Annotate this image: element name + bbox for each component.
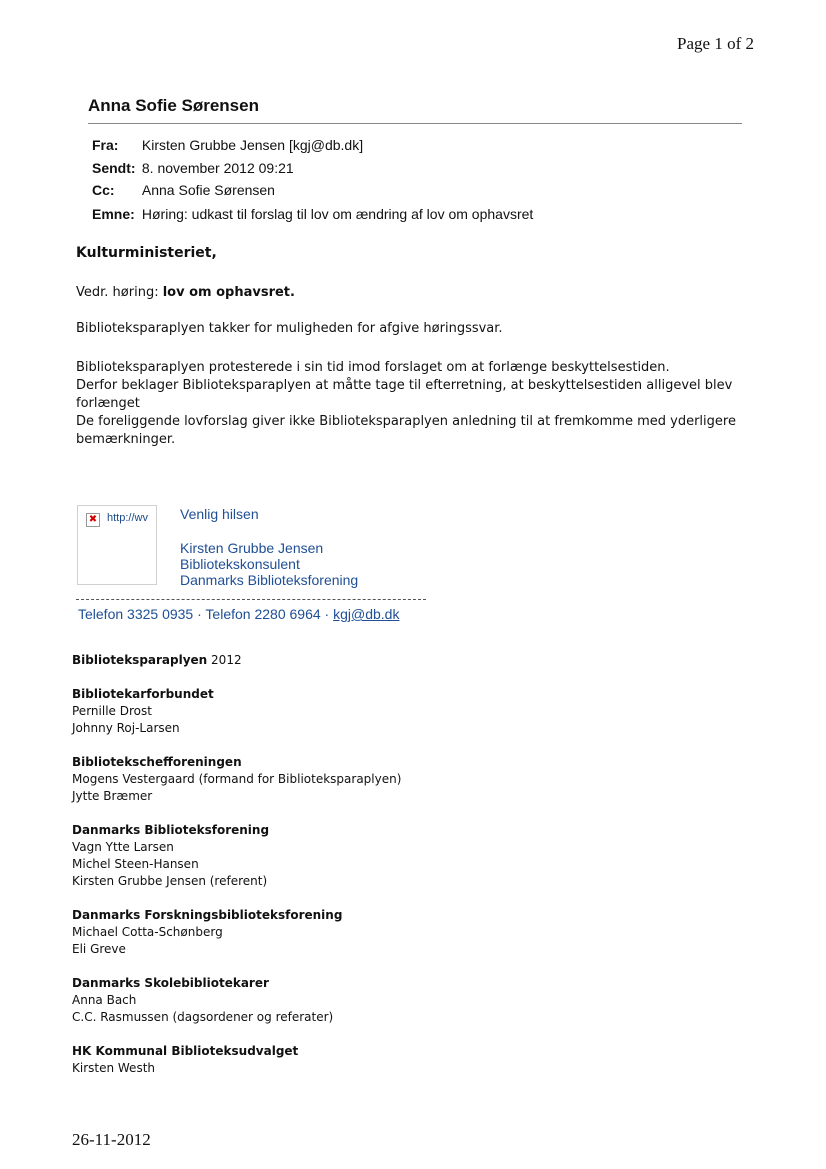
member-group: [72, 1043, 401, 1077]
reference-prefix: Vedr. høring:: [76, 285, 163, 300]
member-list: [72, 652, 401, 1077]
member-person: Jytte Bræmer: [72, 789, 153, 803]
separator: ·: [193, 606, 206, 622]
member-person: Vagn Ytte Larsen: [72, 840, 174, 854]
member-person: Pernille Drost: [72, 704, 152, 718]
sent-value: 8. november 2012 09:21: [141, 160, 294, 176]
cc-value: Anna Sofie Sørensen: [141, 182, 275, 198]
member-person: Eli Greve: [72, 942, 126, 956]
member-group-name: Danmarks Skolebibliotekarer: [72, 976, 269, 990]
letter-greeting: Kulturministeriet,: [76, 245, 217, 261]
signature-org: Danmarks Biblioteksforening: [180, 572, 359, 588]
signature-name: Kirsten Grubbe Jensen: [180, 540, 324, 556]
header-divider: [88, 123, 742, 124]
signature-divider: [76, 599, 426, 600]
signature-contact: [78, 606, 399, 622]
member-person: Michel Steen-Hansen: [72, 857, 199, 871]
member-person: Mogens Vestergaard (formand for Biblioteksparaplyen): [72, 772, 402, 786]
broken-image-icon: ✖: [86, 513, 100, 527]
member-list-title-bold: Biblioteksparaplyen: [72, 653, 208, 667]
letter-line: De foreliggende lovforslag giver ikke Biblioteksparaplyen anledning til at fremkomme med yderligere: [76, 414, 736, 429]
letter-line: forlænget: [76, 396, 140, 411]
member-list-title: [72, 652, 401, 669]
letter-line: Derfor beklager Biblioteksparaplyen at måtte tage til efterretning, at beskyttelsestiden alligevel blev: [76, 378, 733, 393]
member-group-name: Danmarks Biblioteksforening: [72, 823, 270, 837]
email-link[interactable]: kgj@db.dk: [333, 606, 400, 622]
signature-greeting: Venlig hilsen: [180, 506, 259, 522]
cc-label: Cc:: [92, 182, 115, 198]
member-list-year: 2012: [207, 653, 242, 667]
member-person: C.C. Rasmussen (dagsordener og referater): [72, 1010, 334, 1024]
subject-row: [92, 206, 533, 222]
page-number: Page 1 of 2: [677, 34, 754, 53]
member-group-name: HK Kommunal Biblioteksudvalget: [72, 1044, 299, 1058]
member-group-name: Bibliotekarforbundet: [72, 687, 214, 701]
from-value: Kirsten Grubbe Jensen [kgj@db.dk]: [141, 137, 364, 153]
member-person: Kirsten Grubbe Jensen (referent): [72, 874, 268, 888]
from-label: Fra:: [92, 137, 119, 153]
letter-reference: [76, 284, 295, 302]
separator: ·: [320, 606, 334, 622]
image-alt-text: http://wv: [107, 512, 148, 524]
from-row: [92, 137, 363, 153]
subject-value: Høring: udkast til forslag til lov om ændring af lov om ophavsret: [141, 206, 534, 222]
phone-2: Telefon 2280 6964: [205, 606, 321, 622]
subject-label: Emne:: [92, 206, 135, 222]
footer-date: 26-11-2012: [72, 1130, 151, 1149]
signature-role: Bibliotekskonsulent: [180, 556, 300, 572]
sent-label: Sendt:: [92, 160, 136, 176]
letter-line: Biblioteksparaplyen protesterede i sin tid imod forslaget om at forlænge beskyttelsestiden.: [76, 360, 670, 375]
member-person: Kirsten Westh: [72, 1061, 156, 1075]
cc-row: [92, 182, 275, 198]
signature-block: [180, 540, 358, 588]
member-group: [72, 907, 401, 958]
member-person: Johnny Roj-Larsen: [72, 721, 180, 735]
letter-body: [76, 359, 736, 449]
sent-row: [92, 160, 294, 176]
letter-line: bemærkninger.: [76, 432, 176, 447]
phone-1: Telefon 3325 0935: [78, 606, 194, 622]
member-group-name: Danmarks Forskningsbiblioteksforening: [72, 908, 343, 922]
member-person: Michael Cotta-Schønberg: [72, 925, 223, 939]
mailbox-owner-name: Anna Sofie Sørensen: [88, 96, 259, 115]
letter-thanks: Biblioteksparaplyen takker for muligheden for afgive høringssvar.: [76, 321, 503, 336]
member-group: [72, 975, 401, 1026]
member-group: [72, 754, 401, 805]
reference-subject: lov om ophavsret.: [162, 285, 295, 300]
member-group: [72, 686, 401, 737]
member-group: [72, 822, 401, 890]
member-group-name: Bibliotekschefforeningen: [72, 755, 242, 769]
member-person: Anna Bach: [72, 993, 137, 1007]
